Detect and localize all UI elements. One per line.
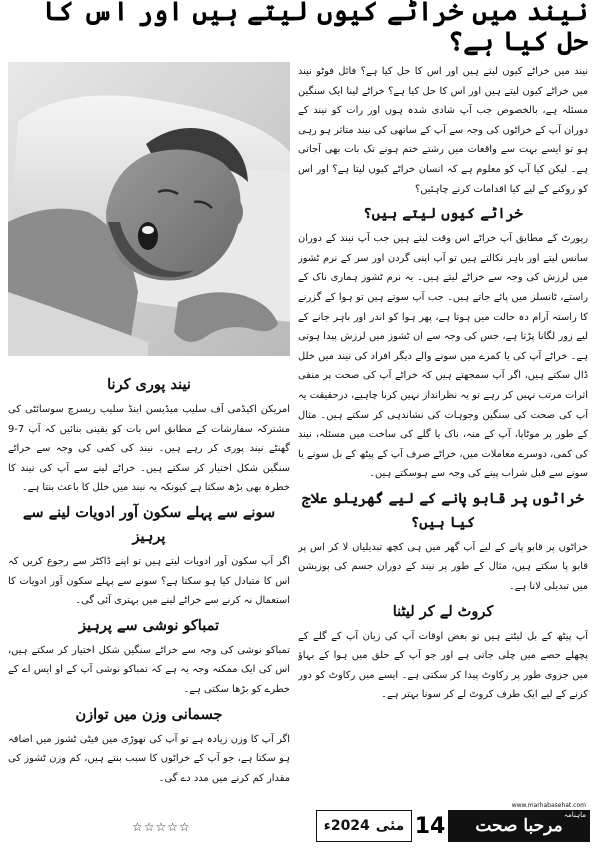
intro-paragraph: نیند میں خراٹے کیوں لیتے ہیں اور اس کا حل کیا ہے؟ فائل فوٹو نیند میں خراٹے کیوں لیتے ہیں اور اس کا حل کیا ہے؟ خراٹے لینا ایک سنگین مسئلہ ہے، بالخصوص جب آپ شادی شدہ ہوں اور رات کو نیند کے دوران آپ کے خراٹوں کی وجہ سے آپ کے ساتھی کی نیند متاثر ہو رہی ہو تو ایسے بہت سے واقعات میں رشتے ختم ہونے تک بات بھی آجاتی ہے۔ لیکن کیا آپ کو معلوم ہے کہ انسان خراٹے کیوں لیتا ہے؟ اور اس کو روکنے کے لیے کیا اقدامات کرنے چاہئیں؟	[298, 66, 588, 195]
snoring-man-illustration	[8, 62, 290, 356]
magazine-logo	[448, 810, 590, 842]
section-heading-weight: جسمانی وزن میں توازن	[75, 705, 223, 723]
magazine-label: ماہنامہ	[563, 811, 586, 819]
page-title: نیند میں خراٹے کیوں لیتے ہیں اور اس کا حل کیا ہے؟	[43, 0, 588, 57]
magazine-name: مرحبا صحت	[475, 816, 563, 836]
section-body-why: رپورٹ کے مطابق آپ خراٹے اس وقت لیتے ہیں جب آپ نیند کے دوران سانس لیتے اور باہر نکالتے ہیں تو آپ اپنی گردن اور سر کے نرم ٹشوز میں لرزش کی وجہ سے خراٹے لیتے ہیں۔ یہ نرم ٹشوز ہماری ناک کے راستے، ٹانسلز میں پائے جاتے ہیں۔ جب آپ سوتے ہیں تو ہوا کے گزرنے کا راستہ آرام دہ حالت میں ہوتا ہے، پھر ہوا کو اندر اور باہر جانے کے لیے زور لگانا پڑتا ہے، جس کی وجہ سے ان ٹشوز میں لرزش پیدا ہوتی ہے۔ خراٹے آپ کی یا کمرے میں سونے والے دیگر افراد کی نیند میں خلل ڈال سکتے ہیں، اگر آپ سمجھتے ہیں کہ خراٹے آپ کی صحت پر منفی اثرات مرتب نہیں کر رہے تو یہ نظرانداز نہیں کرنا چاہیے، درحقیقت یہ آپ کی صحت کی سنگین وجوہات کی نشاندہی کر سکتے ہیں۔ مثال کے طور پر موٹاپا، آپ کے منہ، ناک یا گلے کی ساخت میں مسئلہ، نیند کی کمی، دوسرے معاملات میں، خراٹے صرف آپ کے پیٹھ کے بل سونے یا سونے سے قبل شراب پینے کی وجہ سے ہوسکتے ہیں۔	[298, 233, 588, 480]
section-heading-why: خراٹے کیوں لیتے ہیں؟	[363, 205, 523, 223]
section-body-weight: اگر آپ کا وزن زیادہ ہے تو آپ کی تھوڑی میں فیٹی ٹشوز میں اضافہ ہو سکتا ہے، جو آپ کے خراٹوں کا سبب بنتے ہیں، کم وزن ٹشوز کی مقدار کم کرنے میں مدد دے گی۔	[8, 733, 290, 784]
right-column	[298, 62, 588, 806]
section-heading-smoking: تمباکو نوشی سے پرہیز	[78, 616, 220, 634]
left-column	[8, 370, 290, 806]
section-heading-meds: سونے سے پہلے سکون آور ادویات لینے سے پرہیز	[22, 503, 276, 545]
section-body-sleep: امریکن اکیڈمی آف سلیپ میڈیسن اینڈ سلیپ ریسرچ سوسائٹی کی مشترکہ سفارشات کے مطابق اس بات کو یقینی بنائیں کہ آپ 7-9 گھنٹے نیند پوری کر رہے ہیں۔ نیند کی کمی کی وجہ سے خراٹے سنگین شکل اختیار کر سکتے ہیں۔ خراٹے لینے سے آپ کی نیند کا خطرہ بھی بڑھ سکتا ہے کیونکہ یہ نیند میں خلل کا باعث بنتا ہے۔	[8, 404, 290, 494]
issue-date	[316, 810, 412, 842]
section-heading-sleep: نیند پوری کرنا	[107, 376, 191, 393]
issue-year: 2024ء	[323, 818, 370, 834]
section-body-side: آپ پیٹھ کے بل لیٹتے ہیں تو بعض اوقات آپ کی زبان آپ کے گلے کے پچھلے حصے میں چلی جاتی ہے اور جو آپ کے حلق میں ہوا کے بہاؤ میں جزوی طور پر رکاوٹ پیدا کر سکتی ہے۔ ایسے میں رکاوٹ کو دور کرنے کے لیے ایک طرف کروٹ لے کر سونا بہتر ہے۔	[298, 630, 588, 701]
section-body-meds: اگر آپ سکون آور ادویات لیتے ہیں تو اپنے ڈاکٹر سے رجوع کریں کہ اس کا متبادل کیا ہو سکتا ہے؟ سونے سے پہلے سکون آور ادویات کا استعمال نہ کرنے سے خراٹے لینے میں بہتری آئی گی۔	[8, 555, 290, 607]
section-heading-remedies: خراٹوں پر قابو پانے کے لیے گھریلو علاج کیا ہیں؟	[302, 489, 584, 531]
section-heading-side: کروٹ لے کر لیٹنا	[392, 602, 494, 620]
snoring-man-photo	[8, 62, 290, 356]
end-stars: ☆☆☆☆☆	[132, 820, 191, 834]
issue-month: مئی	[375, 818, 405, 834]
section-body-smoking: تمباکو نوشی کی وجہ سے خراٹے سنگین شکل اختیار کر سکتے ہیں، اس کی ایک ممکنہ وجہ یہ ہے کہ تمباکو نوشی آپ کے او ایس اے کے خطرے کو بڑھا سکتی ہے۔	[8, 644, 290, 695]
magazine-footer	[316, 802, 590, 842]
page-number: 14	[414, 813, 446, 839]
section-body-remedies: خراٹوں پر قابو پانے کے لیے آپ گھر میں ہی کچھ تبدیلیاں لا کر اس پر قابو پا سکتے ہیں، مثال کے طور پر نیند کے دوران جسم کی پوزیشن میں تبدیلی لانا ہے۔	[298, 541, 588, 593]
website-url: www.marhabasehat.com	[511, 802, 586, 809]
